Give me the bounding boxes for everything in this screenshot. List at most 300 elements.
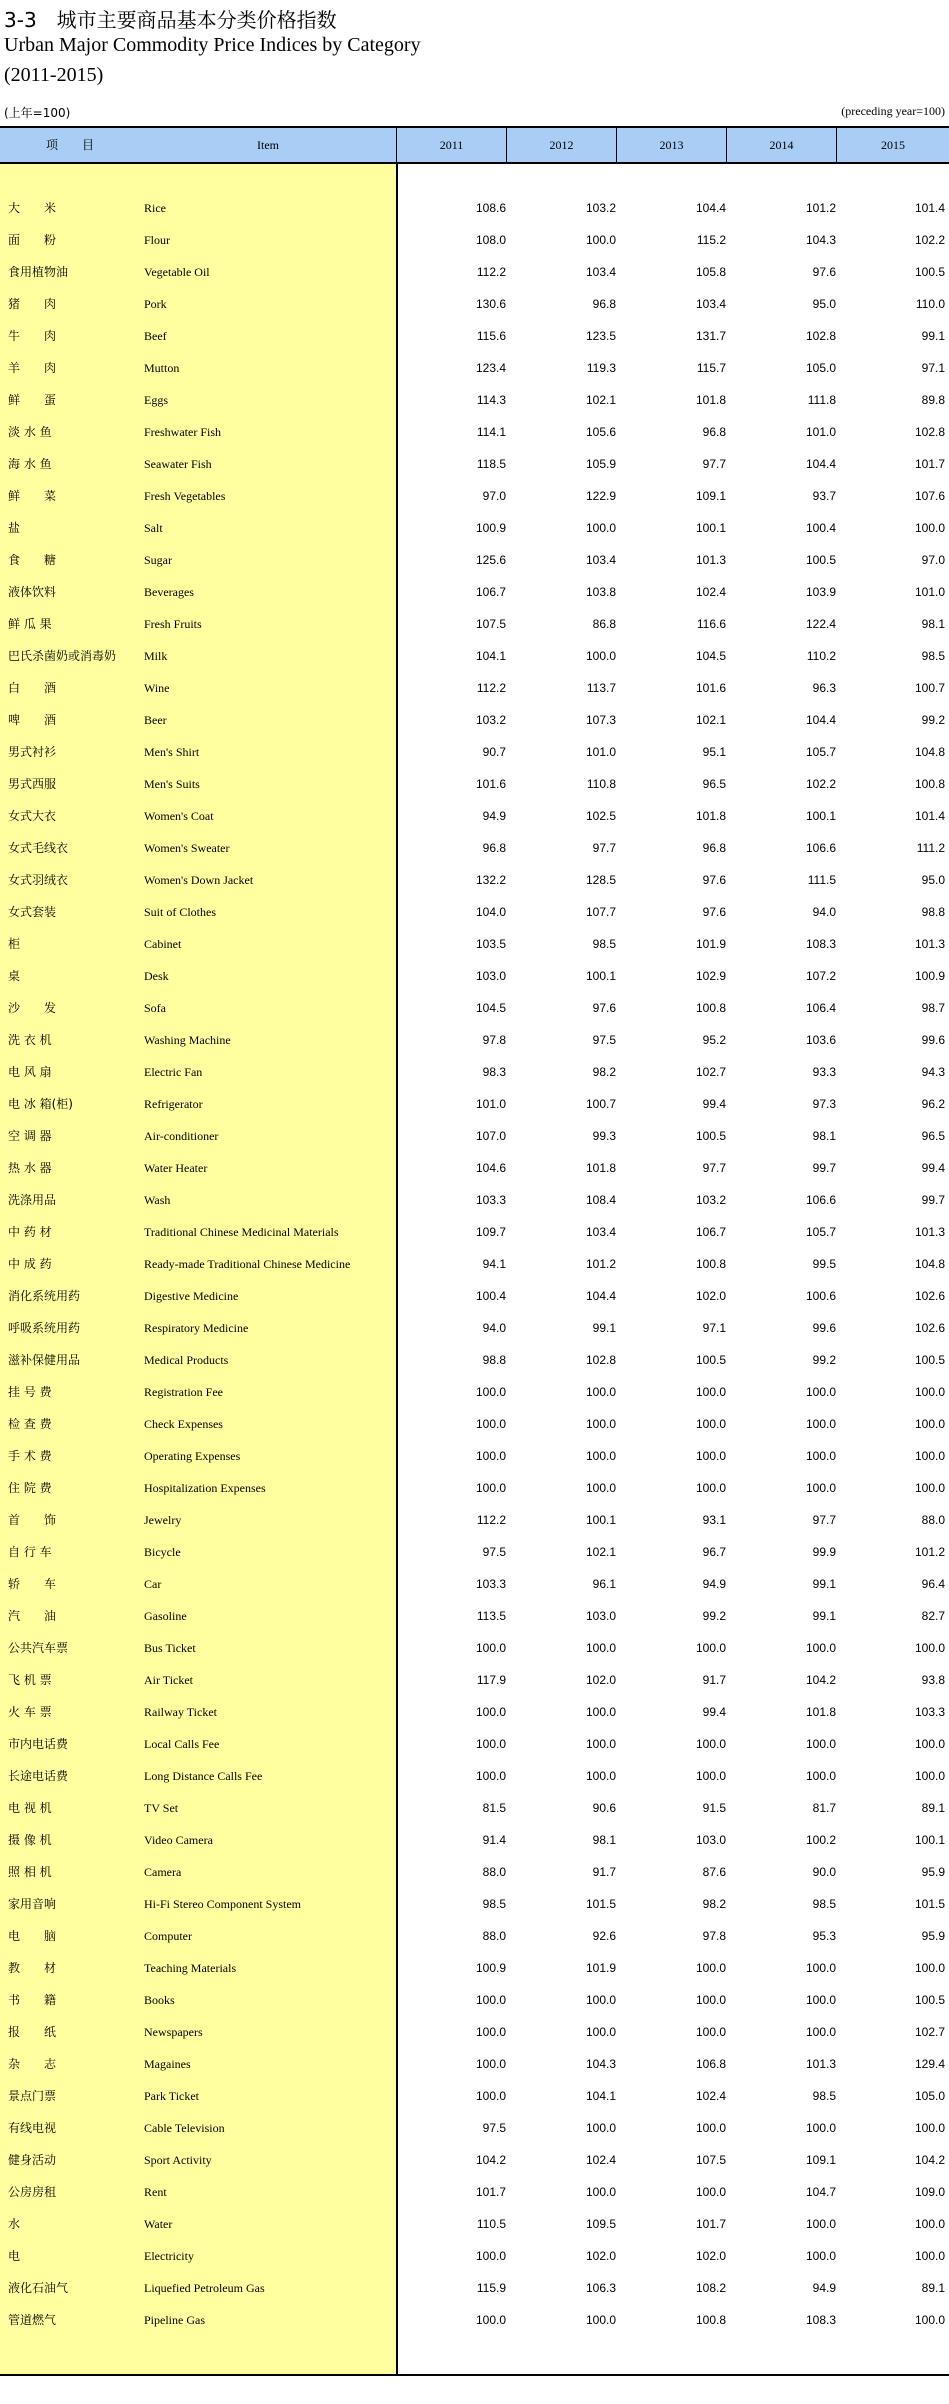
row-value-2014: 100.0 — [805, 1993, 836, 2007]
row-value-2014: 109.1 — [805, 2153, 836, 2167]
row-item-en: Bicycle — [144, 1545, 181, 1559]
row-value-2013: 101.3 — [695, 553, 726, 567]
row-value-2012: 100.0 — [585, 1705, 616, 1719]
table-row — [0, 1632, 949, 1664]
row-value-2013: 100.0 — [695, 1449, 726, 1463]
row-value-2012: 100.0 — [585, 1385, 616, 1399]
header-item-cn: 项 目 — [45, 138, 94, 152]
row-item-en: Check Expenses — [144, 1417, 223, 1431]
row-item-cn: 液化石油气 — [8, 2281, 69, 2295]
row-item-cn: 白 酒 — [8, 681, 57, 695]
row-item-en: Freshwater Fish — [144, 425, 221, 439]
row-value-2013: 103.2 — [695, 1193, 726, 1207]
row-value-2012: 105.9 — [585, 457, 616, 471]
row-value-2011: 117.9 — [476, 1673, 506, 1687]
row-value-2013: 116.6 — [696, 617, 726, 631]
row-value-2014: 100.4 — [805, 521, 836, 535]
row-value-2015: 96.5 — [921, 1129, 945, 1143]
row-value-2013: 102.0 — [695, 1289, 726, 1303]
row-value-2014: 101.8 — [805, 1705, 836, 1719]
row-item-cn: 教 材 — [8, 1961, 57, 1975]
row-value-2011: 104.6 — [475, 1161, 506, 1175]
row-value-2013: 101.7 — [695, 2217, 726, 2231]
row-item-cn: 挂 号 费 — [8, 1385, 52, 1399]
row-item-cn: 自 行 车 — [8, 1545, 52, 1559]
row-item-cn: 水 — [8, 2217, 21, 2231]
row-item-en: Pipeline Gas — [144, 2313, 205, 2327]
row-value-2015: 95.0 — [921, 873, 945, 887]
table-row — [0, 480, 949, 512]
row-value-2012: 109.5 — [585, 2217, 616, 2231]
row-item-cn: 报 纸 — [8, 2025, 57, 2039]
row-value-2014: 105.7 — [805, 1225, 836, 1239]
row-value-2015: 101.7 — [914, 457, 945, 471]
row-value-2011: 125.6 — [475, 553, 506, 567]
row-value-2012: 101.2 — [585, 1257, 616, 1271]
row-value-2015: 102.6 — [914, 1289, 945, 1303]
row-value-2015: 97.1 — [921, 361, 945, 375]
row-item-en: Rice — [144, 201, 166, 215]
row-value-2014: 100.0 — [805, 2217, 836, 2231]
row-value-2012: 106.3 — [585, 2281, 616, 2295]
row-item-en: Ready-made Traditional Chinese Medicine — [144, 1257, 351, 1271]
row-value-2011: 108.0 — [475, 233, 506, 247]
row-item-cn: 面 粉 — [8, 233, 57, 247]
header-year-2012: 2012 — [549, 138, 574, 152]
row-item-cn: 呼吸系统用药 — [8, 1321, 81, 1335]
row-value-2011: 103.3 — [475, 1193, 506, 1207]
row-value-2012: 103.4 — [585, 1225, 616, 1239]
row-value-2012: 103.0 — [585, 1609, 616, 1623]
row-value-2015: 100.5 — [914, 1353, 945, 1367]
row-item-en: Refrigerator — [144, 1097, 203, 1111]
row-item-en: Air-conditioner — [144, 1129, 219, 1143]
table-row — [0, 1216, 949, 1248]
row-item-cn: 中 成 药 — [8, 1257, 52, 1271]
row-value-2015: 101.2 — [914, 1545, 945, 1559]
row-value-2012: 102.4 — [585, 2153, 616, 2167]
table-row — [0, 960, 949, 992]
row-item-en: Newspapers — [144, 2025, 203, 2039]
row-value-2015: 102.6 — [914, 1321, 945, 1335]
row-value-2014: 104.4 — [805, 457, 836, 471]
row-item-cn: 牛 肉 — [8, 329, 57, 343]
row-item-cn: 汽 油 — [8, 1609, 57, 1623]
row-value-2012: 122.9 — [585, 489, 616, 503]
row-item-cn: 电 脑 — [8, 1929, 57, 1943]
row-value-2015: 100.7 — [914, 681, 945, 695]
row-value-2013: 102.1 — [695, 713, 726, 727]
row-item-en: Sport Activity — [144, 2153, 212, 2167]
row-value-2012: 97.6 — [592, 1001, 616, 1015]
row-value-2015: 89.1 — [921, 1801, 945, 1815]
row-value-2013: 98.2 — [702, 1897, 726, 1911]
row-value-2013: 115.2 — [696, 233, 726, 247]
row-value-2012: 100.0 — [585, 2121, 616, 2135]
row-value-2013: 102.7 — [695, 1065, 726, 1079]
row-value-2015: 98.8 — [921, 905, 945, 919]
row-value-2015: 100.0 — [914, 1449, 945, 1463]
row-value-2014: 100.0 — [805, 2025, 836, 2039]
row-value-2012: 86.8 — [592, 617, 616, 631]
table-row — [0, 1856, 949, 1888]
table-row — [0, 2112, 949, 2144]
row-value-2011: 96.8 — [482, 841, 506, 855]
row-value-2011: 97.5 — [482, 2121, 506, 2135]
row-value-2013: 97.8 — [702, 1929, 726, 1943]
row-item-en: Registration Fee — [144, 1385, 223, 1399]
row-value-2012: 103.4 — [585, 553, 616, 567]
row-item-en: Women's Coat — [144, 809, 214, 823]
row-value-2011: 81.5 — [482, 1801, 506, 1815]
header-year-2014: 2014 — [769, 138, 794, 152]
row-value-2012: 92.6 — [592, 1929, 616, 1943]
row-value-2011: 107.5 — [475, 617, 506, 631]
row-item-en: Pork — [144, 297, 167, 311]
row-value-2015: 99.7 — [921, 1193, 945, 1207]
row-item-en: Eggs — [144, 393, 168, 407]
table-title-years: (2011-2015) — [4, 64, 104, 86]
row-value-2013: 99.4 — [702, 1705, 726, 1719]
row-item-cn: 热 水 器 — [8, 1161, 52, 1175]
row-value-2014: 108.3 — [805, 937, 836, 951]
row-value-2015: 100.0 — [914, 521, 945, 535]
row-value-2015: 100.0 — [914, 2249, 945, 2263]
row-item-en: Railway Ticket — [144, 1705, 218, 1719]
row-value-2014: 106.6 — [805, 1193, 836, 1207]
row-value-2013: 100.5 — [695, 1129, 726, 1143]
row-value-2012: 100.0 — [585, 1417, 616, 1431]
table-row — [0, 2304, 949, 2336]
row-value-2014: 103.6 — [805, 1033, 836, 1047]
row-value-2014: 100.0 — [805, 1641, 836, 1655]
row-value-2014: 110.2 — [806, 649, 836, 663]
row-item-en: Electric Fan — [144, 1065, 203, 1079]
row-item-cn: 摄 像 机 — [8, 1833, 52, 1847]
row-value-2011: 91.4 — [482, 1833, 506, 1847]
row-value-2012: 100.0 — [585, 2313, 616, 2327]
row-value-2015: 105.0 — [914, 2089, 945, 2103]
row-value-2014: 81.7 — [812, 1801, 836, 1815]
row-value-2011: 115.9 — [476, 2281, 506, 2295]
row-value-2015: 97.0 — [921, 553, 945, 567]
row-item-en: Bus Ticket — [144, 1641, 196, 1655]
row-item-cn: 手 术 费 — [8, 1449, 52, 1463]
row-item-en: Video Camera — [144, 1833, 213, 1847]
row-value-2012: 104.4 — [585, 1289, 616, 1303]
row-value-2015: 101.5 — [914, 1897, 945, 1911]
row-value-2015: 100.0 — [914, 2217, 945, 2231]
table-row — [0, 416, 949, 448]
row-value-2014: 96.3 — [812, 681, 836, 695]
row-value-2013: 103.0 — [695, 1833, 726, 1847]
row-value-2015: 99.1 — [921, 329, 945, 343]
row-value-2013: 102.9 — [695, 969, 726, 983]
row-value-2011: 101.0 — [475, 1097, 506, 1111]
table-row — [0, 832, 949, 864]
row-value-2012: 101.9 — [585, 1961, 616, 1975]
row-value-2012: 100.0 — [585, 1641, 616, 1655]
table-bottom-rule — [0, 2374, 949, 2376]
table-row — [0, 288, 949, 320]
table-row — [0, 1760, 949, 1792]
table-row — [0, 1152, 949, 1184]
row-value-2014: 122.4 — [805, 617, 836, 631]
row-item-en: Fresh Fruits — [144, 617, 202, 631]
row-value-2014: 100.0 — [805, 2121, 836, 2135]
row-item-en: Women's Sweater — [144, 841, 230, 855]
row-item-en: Beer — [144, 713, 167, 727]
row-item-en: Park Ticket — [144, 2089, 200, 2103]
table-row — [0, 800, 949, 832]
row-item-en: Milk — [144, 649, 168, 663]
row-value-2011: 100.0 — [475, 1641, 506, 1655]
row-value-2014: 98.5 — [812, 2089, 836, 2103]
row-value-2012: 102.8 — [585, 1353, 616, 1367]
row-item-en: Operating Expenses — [144, 1449, 241, 1463]
row-item-cn: 海 水 鱼 — [8, 457, 52, 471]
row-value-2012: 108.4 — [585, 1193, 616, 1207]
row-value-2011: 115.6 — [476, 329, 506, 343]
table-row — [0, 1248, 949, 1280]
row-item-cn: 首 饰 — [8, 1513, 57, 1527]
row-value-2015: 100.0 — [914, 1769, 945, 1783]
row-item-en: Teaching Materials — [144, 1961, 237, 1975]
row-item-cn: 健身活动 — [8, 2153, 57, 2167]
row-value-2015: 100.0 — [914, 2313, 945, 2327]
table-row — [0, 928, 949, 960]
row-value-2015: 99.2 — [921, 713, 945, 727]
row-value-2011: 97.8 — [482, 1033, 506, 1047]
row-value-2013: 108.2 — [695, 2281, 726, 2295]
row-item-en: Suit of Clothes — [144, 905, 217, 919]
row-value-2015: 100.5 — [914, 265, 945, 279]
row-value-2014: 99.2 — [812, 1353, 836, 1367]
row-value-2015: 100.5 — [914, 1993, 945, 2007]
row-item-cn: 男式西服 — [8, 777, 57, 791]
header-year-2011: 2011 — [439, 138, 464, 152]
row-value-2011: 110.5 — [476, 2217, 506, 2231]
table-row — [0, 2240, 949, 2272]
row-value-2013: 87.6 — [702, 1865, 726, 1879]
row-value-2011: 103.2 — [475, 713, 506, 727]
row-value-2015: 101.4 — [914, 201, 945, 215]
table-row — [0, 352, 949, 384]
row-value-2012: 100.0 — [585, 1993, 616, 2007]
row-value-2015: 98.7 — [921, 1001, 945, 1015]
row-value-2012: 100.0 — [585, 1737, 616, 1751]
row-value-2011: 109.7 — [475, 1225, 506, 1239]
row-value-2013: 107.5 — [695, 2153, 726, 2167]
row-item-en: Cable Television — [144, 2121, 225, 2135]
row-item-cn: 公房房租 — [8, 2185, 57, 2199]
row-value-2011: 103.3 — [475, 1577, 506, 1591]
table-row — [0, 1376, 949, 1408]
table-row — [0, 1952, 949, 1984]
row-value-2011: 104.2 — [475, 2153, 506, 2167]
row-value-2013: 103.4 — [695, 297, 726, 311]
row-value-2014: 104.4 — [805, 713, 836, 727]
row-item-cn: 电 冰 箱(柜) — [8, 1097, 73, 1111]
row-value-2011: 130.6 — [475, 297, 506, 311]
row-value-2015: 100.0 — [914, 1481, 945, 1495]
row-value-2011: 100.0 — [475, 1481, 506, 1495]
table-row — [0, 576, 949, 608]
row-item-en: Jewelry — [144, 1513, 182, 1527]
row-item-cn: 淡 水 鱼 — [8, 425, 52, 439]
row-value-2011: 107.0 — [475, 1129, 506, 1143]
row-value-2013: 100.0 — [695, 1769, 726, 1783]
row-item-cn: 羊 肉 — [8, 361, 57, 375]
row-item-cn: 中 药 材 — [8, 1225, 52, 1239]
row-value-2013: 97.1 — [702, 1321, 726, 1335]
row-value-2011: 100.4 — [475, 1289, 506, 1303]
row-value-2012: 100.0 — [585, 233, 616, 247]
row-value-2011: 100.0 — [475, 1705, 506, 1719]
row-value-2011: 97.5 — [482, 1545, 506, 1559]
row-value-2013: 99.4 — [702, 1097, 726, 1111]
row-value-2014: 99.6 — [812, 1321, 836, 1335]
row-value-2014: 93.7 — [812, 489, 836, 503]
row-value-2012: 97.5 — [592, 1033, 616, 1047]
table-row — [0, 192, 949, 224]
row-value-2014: 95.0 — [812, 297, 836, 311]
row-value-2015: 102.7 — [914, 2025, 945, 2039]
row-value-2014: 100.2 — [805, 1833, 836, 1847]
row-value-2011: 104.5 — [475, 1001, 506, 1015]
table-row — [0, 768, 949, 800]
row-value-2013: 115.7 — [696, 361, 726, 375]
row-value-2011: 113.5 — [476, 1609, 506, 1623]
row-value-2013: 91.5 — [702, 1801, 726, 1815]
row-item-en: Water Heater — [144, 1161, 208, 1175]
row-value-2012: 101.5 — [585, 1897, 616, 1911]
row-value-2014: 100.1 — [805, 809, 836, 823]
table-row — [0, 992, 949, 1024]
table-row — [0, 1088, 949, 1120]
row-value-2014: 101.3 — [805, 2057, 836, 2071]
row-value-2014: 108.3 — [805, 2313, 836, 2327]
row-item-cn: 长途电话费 — [8, 1769, 69, 1783]
row-value-2011: 101.7 — [475, 2185, 506, 2199]
row-item-en: Washing Machine — [144, 1033, 231, 1047]
table-row — [0, 1440, 949, 1472]
row-item-cn: 食用植物油 — [8, 265, 69, 279]
row-value-2015: 99.4 — [921, 1161, 945, 1175]
row-item-en: Traditional Chinese Medicinal Materials — [144, 1225, 339, 1239]
row-value-2011: 100.0 — [475, 1769, 506, 1783]
table-row — [0, 512, 949, 544]
row-value-2012: 90.6 — [592, 1801, 616, 1815]
table-row — [0, 1984, 949, 2016]
table-row — [0, 1344, 949, 1376]
row-value-2011: 104.1 — [475, 649, 506, 663]
row-value-2013: 102.4 — [695, 585, 726, 599]
row-value-2012: 102.0 — [585, 1673, 616, 1687]
row-item-en: Beverages — [144, 585, 194, 599]
row-item-cn: 男式衬衫 — [8, 745, 57, 759]
row-value-2012: 107.3 — [585, 713, 616, 727]
row-value-2014: 95.3 — [812, 1929, 836, 1943]
row-item-cn: 飞 机 票 — [8, 1673, 52, 1687]
row-value-2013: 100.8 — [695, 1001, 726, 1015]
row-item-en: Cabinet — [144, 937, 182, 951]
row-item-cn: 家用音响 — [8, 1897, 57, 1911]
row-item-cn: 鲜 蛋 — [8, 393, 57, 407]
row-value-2015: 82.7 — [921, 1609, 945, 1623]
row-item-en: Gasoline — [144, 1609, 187, 1623]
table-row — [0, 2272, 949, 2304]
row-value-2012: 99.1 — [592, 1321, 616, 1335]
row-value-2012: 101.0 — [585, 745, 616, 759]
row-value-2011: 94.9 — [482, 809, 506, 823]
row-value-2014: 97.7 — [812, 1513, 836, 1527]
row-value-2012: 97.7 — [592, 841, 616, 855]
row-value-2011: 112.2 — [476, 1513, 506, 1527]
row-value-2015: 129.4 — [914, 2057, 945, 2071]
table-row — [0, 640, 949, 672]
row-value-2015: 96.4 — [921, 1577, 945, 1591]
table-row — [0, 2176, 949, 2208]
row-value-2014: 97.6 — [812, 265, 836, 279]
row-item-en: Hospitalization Expenses — [144, 1481, 266, 1495]
row-value-2013: 91.7 — [702, 1673, 726, 1687]
row-value-2012: 104.1 — [585, 2089, 616, 2103]
row-value-2013: 100.0 — [695, 2025, 726, 2039]
row-value-2011: 100.0 — [475, 2025, 506, 2039]
row-item-cn: 消化系统用药 — [8, 1289, 81, 1303]
row-value-2013: 100.8 — [695, 1257, 726, 1271]
row-value-2015: 96.2 — [921, 1097, 945, 1111]
row-item-en: Men's Suits — [144, 777, 200, 791]
row-item-en: Flour — [144, 233, 171, 247]
row-value-2012: 102.5 — [585, 809, 616, 823]
row-value-2012: 100.0 — [585, 1769, 616, 1783]
table-row — [0, 2208, 949, 2240]
row-value-2013: 101.6 — [695, 681, 726, 695]
row-value-2011: 98.3 — [482, 1065, 506, 1079]
row-item-en: Rent — [144, 2185, 167, 2199]
table-row — [0, 1120, 949, 1152]
row-item-cn: 女式羽绒衣 — [8, 873, 69, 887]
row-value-2011: 98.8 — [482, 1353, 506, 1367]
row-value-2014: 106.4 — [805, 1001, 836, 1015]
row-value-2013: 100.0 — [695, 1385, 726, 1399]
row-item-cn: 大 米 — [8, 201, 57, 215]
row-value-2011: 114.1 — [476, 425, 506, 439]
table-row — [0, 2048, 949, 2080]
row-value-2011: 101.6 — [475, 777, 506, 791]
row-value-2015: 102.8 — [914, 425, 945, 439]
table-row — [0, 1888, 949, 1920]
row-value-2013: 100.0 — [695, 1417, 726, 1431]
row-value-2011: 106.7 — [475, 585, 506, 599]
base-note-cn: (上年=100) — [4, 106, 71, 120]
row-value-2012: 100.0 — [585, 2025, 616, 2039]
row-item-cn: 电 — [8, 2249, 21, 2263]
row-value-2011: 112.2 — [476, 265, 506, 279]
row-value-2013: 99.2 — [702, 1609, 726, 1623]
row-item-en: Respiratory Medicine — [144, 1321, 249, 1335]
row-value-2011: 100.0 — [475, 1385, 506, 1399]
row-item-cn: 管道燃气 — [8, 2313, 57, 2327]
table-row — [0, 2144, 949, 2176]
row-value-2012: 100.0 — [585, 521, 616, 535]
row-value-2014: 104.3 — [805, 233, 836, 247]
row-item-cn: 火 车 票 — [8, 1705, 52, 1719]
row-value-2012: 100.0 — [585, 1449, 616, 1463]
row-value-2015: 98.5 — [921, 649, 945, 663]
